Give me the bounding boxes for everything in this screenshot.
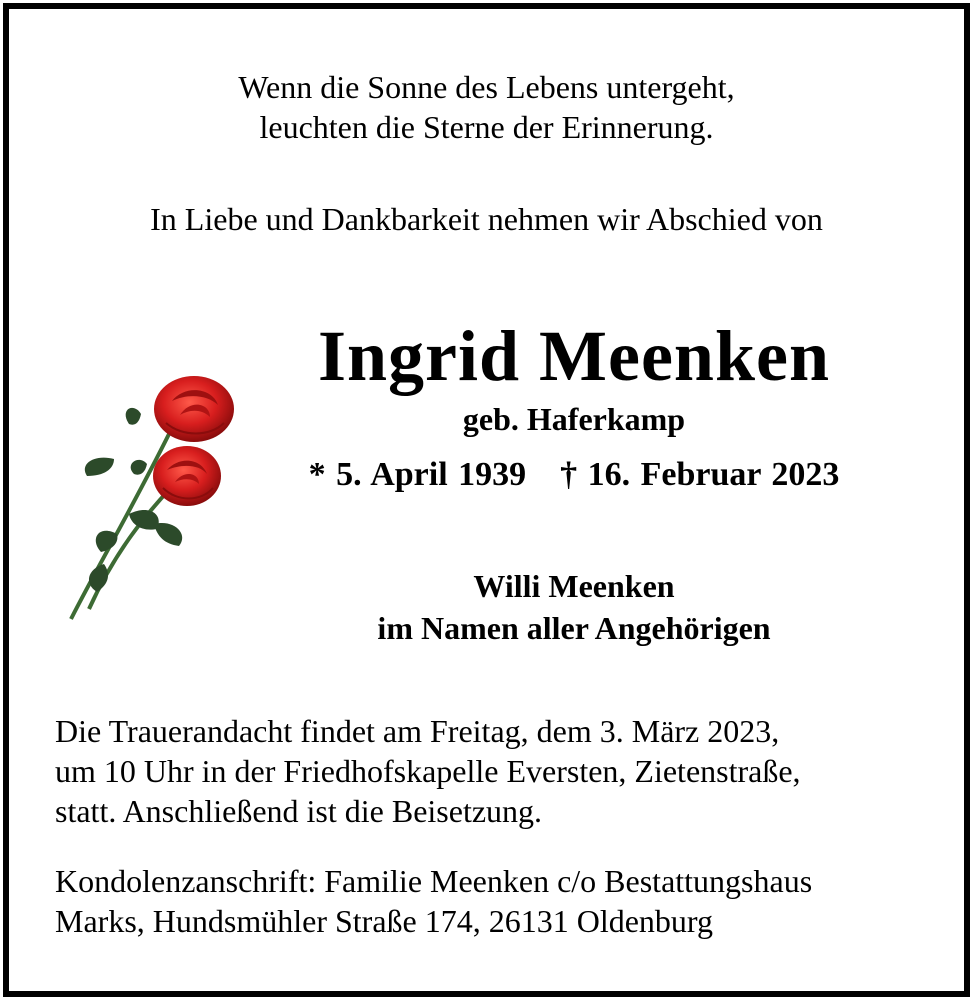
quote-line-2: leuchten die Sterne der Erinnerung. [259,109,714,145]
memorial-quote [9,67,964,147]
mourner-note: im Namen aller Angehörigen [377,610,771,646]
service-line-3: statt. Anschließend ist die Beisetzung. [55,793,543,829]
birth-date: * 5. April 1939 [308,456,527,493]
life-dates [244,453,904,497]
condolence-address [55,861,935,941]
condolence-line-2: Marks, Hundsmühler Straße 174, 26131 Oldenburg [55,903,713,939]
condolence-line-1: Kondolenzanschrift: Familie Meenken c/o Bestattungshaus [55,863,813,899]
quote-line-1: Wenn die Sonne des Lebens untergeht, [238,69,735,105]
rose-icon [59,364,259,629]
service-line-1: Die Trauerandacht findet am Freitag, dem 3. März 2023, [55,713,780,749]
service-info [55,711,935,831]
death-date: † 16. Februar 2023 [560,456,840,493]
farewell-intro: In Liebe und Dankbarkeit nehmen wir Abschied von [150,201,823,237]
mourner-name: Willi Meenken [473,568,675,604]
birth-name: geb. Haferkamp [462,401,686,437]
service-line-2: um 10 Uhr in der Friedhofskapelle Eversten, Zietenstraße, [55,753,801,789]
obituary-notice [3,3,970,997]
mourners [244,565,904,649]
deceased-name: Ingrid Meenken [317,316,831,396]
